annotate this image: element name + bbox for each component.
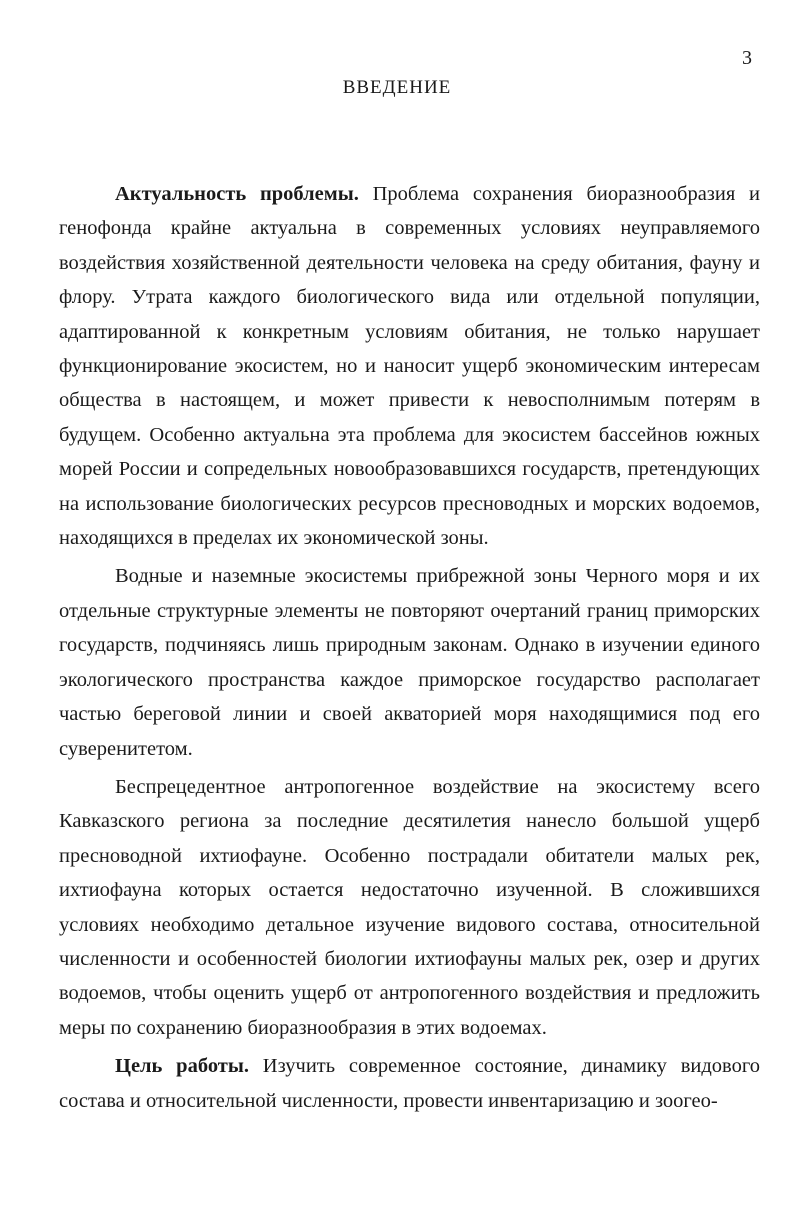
- paragraph-goal: [59, 1049, 760, 1118]
- paragraph-anthropogenic-impact: [59, 770, 760, 1045]
- paragraph-text: Водные и наземные экосистемы прибрежной зоны Черного моря и их отдельные структурные элементы не повторяют очертаний границ приморских государств, подчиняясь лишь природным законам. Однако в изучении единого экологического пространства каждое приморское государство располагает частью береговой линии и своей акваторией моря находящимися под его суверенитетом.: [59, 565, 760, 760]
- page-number: 3: [742, 47, 752, 69]
- paragraph-relevance: [59, 177, 760, 555]
- paragraph-text: Проблема сохранения биоразнообразия и генофонда крайне актуальна в современных условиях неуправляемого воздействия хозяйственной деятельности человека на среду обитания, фауну и флору. Утрата каждого биологического вида или отдельной популяции, адаптированной к конкретным условиям обитания, не только нарушает функционирование экосистем, но и наносит ущерб экономическим интересам общества в настоящем, и может привести к невосполнимым потерям в будущем. Особенно актуальна эта проблема для экосистем бассейнов южных морей России и сопредельных новообразовавшихся государств, претендующих на использование биологических ресурсов пресноводных и морских водоемов, находящихся в пределах их экономической зоны.: [59, 183, 760, 550]
- paragraph-text: Беспрецедентное антропогенное воздействие на экосистему всего Кавказского региона за последние десятилетия нанесло большой ущерб пресноводной ихтиофауне. Особенно пострадали обитатели малых рек, ихтиофауна которых остается недостаточно изученной. В сложившихся условиях необходимо детальное изучение видового состава, относительной численности и особенностей биологии ихтиофауны малых рек, озер и других водоемов, чтобы оценить ущерб от антропогенного воздействия и предложить меры по сохранению биоразнообразия в этих водоемах.: [59, 775, 760, 1039]
- paragraph-text: Изучить современное состояние, динамику видового состава и относительной численности, провести инвентаризацию и зоогео-: [59, 1055, 760, 1112]
- page-title: ВВЕДЕНИЕ: [342, 77, 452, 98]
- body-text: [59, 177, 760, 1118]
- paragraph-lead: Актуальность проблемы.: [115, 183, 359, 205]
- paragraph-coastal-ecosystems: [59, 559, 760, 765]
- paragraph-lead: Цель работы.: [115, 1055, 249, 1078]
